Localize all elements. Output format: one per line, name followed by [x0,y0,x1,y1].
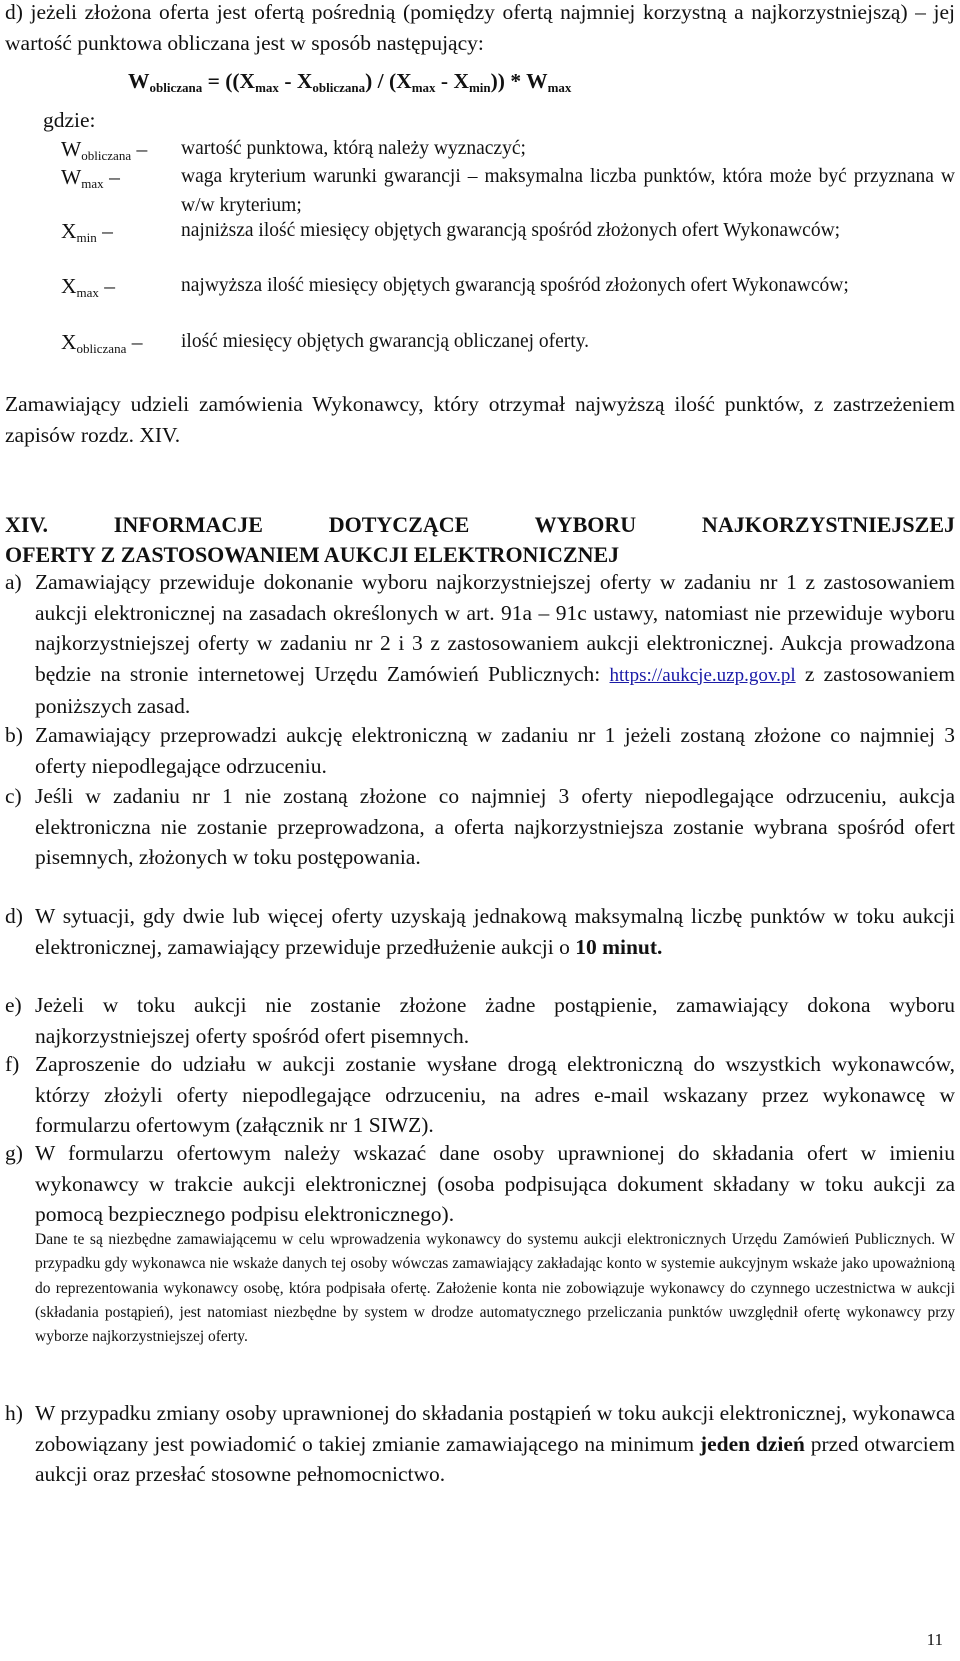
formula-sub: obliczana [149,80,203,95]
var-sub: max [76,285,99,300]
formula-sub: max [255,80,279,95]
page-number: 11 [926,1630,943,1649]
var-sub: obliczana [76,341,127,356]
list-marker: f) [5,1052,20,1076]
text-run: Zamawiający przewiduje dokonanie wyboru najkorzystniejszej oferty w zadaniu nr 1 z zastosowaniem aukcji elektronicznej na zasadach określonych w art. 91a – 91c ustawy, natomiast nie przewiduje wyboru najkorzystniejszej oferty w zadaniu nr 2 i 3 z zastosowaniem aukcji elektronicznej. Aukcja prowadzona będzie na stronie internetowej Urzędu Zamówień Publicznych: [35,570,955,686]
var-dash: – [103,165,120,189]
aukcje-link[interactable]: https://aukcje.uzp.gov.pl [609,664,796,686]
var-description: ilość miesięcy objętych gwarancją obliczanej oferty. [181,331,590,352]
formula-part: - X [435,69,469,93]
bold-text: 10 minut. [575,934,663,959]
var-symbol [61,216,176,253]
note-paragraph: Dane te są niezbędne zamawiającemu w celu wprowadzenia wykonawcy do systemu aukcji elektronicznych Urzędu Zamówień Publicznych. W przypadku gdy wykonawca nie wskaże danych tej osoby wówczas zamawiający zakładając konto w systemie aukcyjnym wskaże jako upoważnioną do reprezentowania wykonawcy osobę, która podpisała ofertę. Założenie konta nie zobowiązuje wykonawcy do czynnego uczestnictwa w aukcji (składania postąpień), jest natomiast niezbędne by system w drodze automatycznego przeliczania punktów uwzględnił ofertę wykonawcy przy wyborze najkorzystniejszej oferty. [35,1231,955,1346]
formula-sub: max [411,80,436,95]
award-paragraph: Zamawiający udzieli zamówienia Wykonawcy, który otrzymał najwyższą ilość punktów, z zastrzeżeniem zapisów rozdz. XIV. [5,392,955,447]
var-letter: X [61,274,77,298]
var-letter: X [61,219,77,243]
list-marker: b) [5,723,23,747]
var-description: wartość punktowa, którą należy wyznaczyć; [181,138,526,159]
var-sub: min [76,230,97,245]
list-item-text [35,1398,955,1490]
formula-part: - X [278,69,313,93]
text-run: W sytuacji, gdy dwie lub więcej oferty uzyskają jednakową maksymalną liczbę punktów w toku aukcji elektronicznej, zamawiający przewiduje przedłużenie aukcji o [35,904,955,959]
formula-part: ) / (X [365,69,412,93]
formula [128,66,571,103]
text-run: przed otwarciem aukcji oraz przesłać stosowne pełnomocnictwo. [35,1431,955,1486]
list-item-text: Zaproszenie do udziału w aukcji zostanie wysłane drogą elektroniczną do wszystkich wykonawców, którzy złożyli oferty niepodlegające odrzuceniu, na adres e-mail wskazany przez wykonawcę w formularzu ofertowym (załącznik nr 1 SIWZ). [35,1052,955,1137]
var-description: najniższa ilość miesięcy objętych gwarancją spośród złożonych ofert Wykonawców; [181,220,841,241]
list-item-text: Jeśli w zadaniu nr 1 nie zostaną złożone co najmniej 3 oferty niepodlegające odrzuceniu, aukcja elektroniczna nie zostanie przeprowadzona, a oferta najkorzystniejsza zostanie wybrana spośród ofert pisemnych, złożonych w toku postępowania. [35,784,955,869]
var-description: waga kryterium warunki gwarancji – maksymalna liczba punktów, która może być przyznana w w/w kryterium; [181,166,955,216]
var-dash: – [126,330,143,354]
var-sub: obliczana [81,148,132,163]
formula-sub: min [468,80,491,95]
var-sub: max [81,176,104,191]
var-letter: W [61,165,82,189]
paragraph-d-intro: d) jeżeli złożona oferta jest ofertą pośrednią (pomiędzy ofertą najmniej korzystną a najkorzystniejszą) – jej wartość punktowa obliczana jest w sposób następujący: [5,0,955,55]
var-description: najwyższa ilość miesięcy objętych gwarancją spośród złożonych ofert Wykonawców; [181,275,849,296]
section-heading-line1: XIV. INFORMACJE DOTYCZĄCE WYBORU NAJKORZYSTNIEJSZEJ [5,512,955,537]
gdzie-label: gdzie: [43,108,96,132]
formula-part: = ((X [202,69,256,93]
list-item-text: W formularzu ofertowym należy wskazać dane osoby uprawnionej do składania ofert w imieniu wykonawcy w trakcie aukcji elektronicznej (osoba podpisująca dokument składany w toku aukcji za pomocą bezpiecznego podpisu elektronicznego). [35,1141,955,1226]
var-dash: – [131,137,148,161]
list-item-text: Zamawiający przeprowadzi aukcję elektroniczną w zadaniu nr 1 jeżeli zostaną złożone co najmniej 3 oferty niepodlegające odrzuceniu. [35,723,955,778]
var-letter: X [61,330,77,354]
list-item-text: Jeżeli w toku aukcji nie zostanie złożone żadne postąpienie, zamawiający dokona wyboru najkorzystniejszej oferty spośród ofert pisemnych. [35,993,955,1048]
text-run: z zastosowaniem poniższych zasad. [35,661,955,718]
var-dash: – [96,219,113,243]
list-marker: g) [5,1141,23,1165]
list-marker: c) [5,784,22,808]
var-letter: W [61,137,82,161]
list-marker: h) [5,1401,23,1425]
bold-text: jeden dzień [699,1431,805,1456]
list-marker: d) [5,904,23,928]
formula-part: W [128,69,150,93]
section-heading-line2: OFERTY Z ZASTOSOWANIEM AUKCJI ELEKTRONICZNEJ [5,542,620,567]
formula-sub: max [547,80,572,95]
list-item-text [35,901,955,962]
text-run: W przypadku zmiany osoby uprawnionej do składania postąpień w toku aukcji elektronicznej, wykonawca zobowiązany jest powiadomić o takiej zmianie zamawiającego na minimum [35,1401,955,1456]
list-item-text [35,567,955,722]
var-symbol [61,162,176,199]
var-dash: – [98,274,116,298]
var-symbol [61,271,176,308]
formula-part: )) * W [490,69,548,93]
list-marker: e) [5,993,22,1017]
var-symbol [61,327,176,364]
list-marker: a) [5,570,22,594]
formula-sub: obliczana [312,80,366,95]
